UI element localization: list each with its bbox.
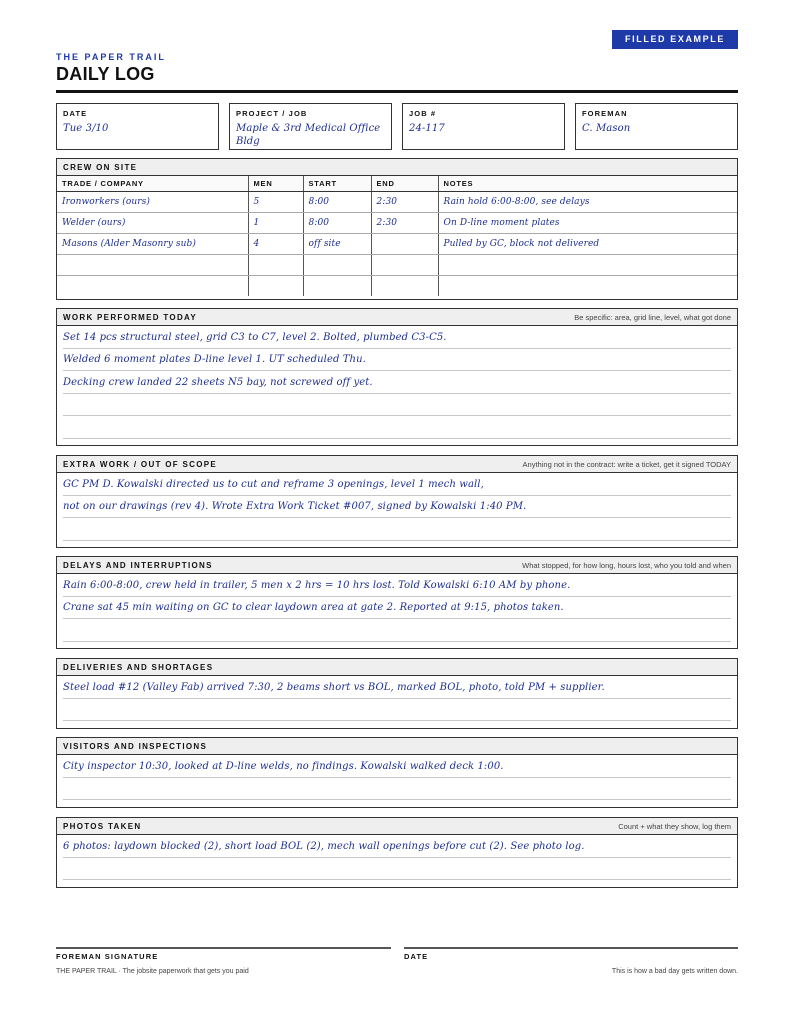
job-number-field[interactable] bbox=[402, 103, 565, 150]
work-section-title: WORK PERFORMED TODAY bbox=[63, 312, 198, 322]
crew-row bbox=[57, 233, 737, 254]
handwritten-entry: GC PM D. Kowalski directed us to cut and reframe 3 openings, level 1 mech wall, bbox=[63, 478, 484, 490]
writing-line[interactable] bbox=[63, 371, 731, 394]
work-section-header bbox=[57, 309, 737, 326]
writing-line[interactable] bbox=[63, 518, 731, 541]
handwritten-entry: Decking crew landed 22 sheets N5 bay, not screwed off yet. bbox=[63, 376, 373, 388]
crew-table bbox=[57, 176, 737, 296]
writing-line[interactable] bbox=[63, 835, 731, 858]
column-header-men: MEN bbox=[248, 176, 303, 191]
column-header-start: START bbox=[303, 176, 371, 191]
crew-cell-notes[interactable]: On D-line moment plates bbox=[438, 212, 737, 233]
crew-cell-start[interactable] bbox=[303, 275, 371, 296]
crew-cell-men[interactable]: 4 bbox=[248, 233, 303, 254]
handwritten-entry: not on our drawings (rev 4). Wrote Extra Work Ticket #007, signed by Kowalski 1:40 PM. bbox=[63, 501, 527, 512]
brand-name: THE PAPER TRAIL bbox=[56, 52, 166, 62]
extra-work-section bbox=[56, 455, 738, 548]
extra-work-section-header bbox=[57, 456, 737, 473]
column-header-trade: TRADE / COMPANY bbox=[57, 176, 248, 191]
crew-cell-end[interactable] bbox=[371, 233, 438, 254]
writing-line[interactable] bbox=[63, 394, 731, 417]
crew-cell-start[interactable]: 8:00 bbox=[303, 191, 371, 212]
deliveries-section-title: DELIVERIES AND SHORTAGES bbox=[63, 662, 214, 672]
writing-line[interactable] bbox=[63, 473, 731, 496]
work-section-hint: Be specific: area, grid line, level, what got done bbox=[574, 312, 731, 322]
delays-section bbox=[56, 556, 738, 649]
handwritten-entry: Welded 6 moment plates D-line level 1. UT scheduled Thu. bbox=[63, 354, 366, 365]
crew-row bbox=[57, 275, 737, 296]
handwritten-entry: Rain 6:00-8:00, crew held in trailer, 5 men x 2 hrs = 10 hrs lost. Told Kowalski 6:10 AM by phone. bbox=[63, 579, 571, 591]
job-number-value: 24-117 bbox=[409, 123, 445, 134]
crew-cell-notes[interactable] bbox=[438, 254, 737, 275]
crew-cell-end[interactable] bbox=[371, 275, 438, 296]
writing-line[interactable] bbox=[63, 496, 731, 519]
extra-work-lines bbox=[57, 473, 737, 541]
signature-date-line[interactable] bbox=[404, 947, 738, 949]
deliveries-lines bbox=[57, 676, 737, 721]
writing-line[interactable] bbox=[63, 858, 731, 881]
crew-cell-men[interactable]: 1 bbox=[248, 212, 303, 233]
writing-line[interactable] bbox=[63, 416, 731, 439]
photos-section-header bbox=[57, 818, 737, 835]
page-title: DAILY LOG bbox=[56, 64, 155, 84]
foreman-field[interactable] bbox=[575, 103, 738, 150]
writing-line[interactable] bbox=[63, 619, 731, 642]
deliveries-section bbox=[56, 658, 738, 729]
crew-cell-men[interactable] bbox=[248, 254, 303, 275]
crew-cell-trade[interactable]: Masons (Alder Masonry sub) bbox=[57, 233, 248, 254]
foreman-signature-label: FOREMAN SIGNATURE bbox=[56, 952, 159, 961]
writing-line[interactable] bbox=[63, 574, 731, 597]
signature-date-label: DATE bbox=[404, 952, 429, 961]
footer-right: This is how a bad day gets written down. bbox=[611, 968, 738, 975]
foreman-label: FOREMAN bbox=[582, 109, 628, 118]
crew-cell-end[interactable]: 2:30 bbox=[371, 212, 438, 233]
delays-lines bbox=[57, 574, 737, 642]
date-field[interactable] bbox=[56, 103, 219, 150]
writing-line[interactable] bbox=[63, 755, 731, 778]
photos-lines bbox=[57, 835, 737, 880]
crew-cell-notes[interactable]: Pulled by GC, block not delivered bbox=[438, 233, 737, 254]
photos-section-title: PHOTOS TAKEN bbox=[63, 821, 142, 831]
writing-line[interactable] bbox=[63, 349, 731, 372]
column-header-end: END bbox=[371, 176, 438, 191]
column-header-notes: NOTES bbox=[438, 176, 737, 191]
delays-section-hint: What stopped, for how long, hours lost, who you told and when bbox=[522, 560, 731, 570]
crew-cell-trade[interactable]: Ironworkers (ours) bbox=[57, 191, 248, 212]
crew-table-header-row bbox=[57, 176, 737, 191]
crew-cell-start[interactable]: off site bbox=[303, 233, 371, 254]
project-label: PROJECT / JOB bbox=[236, 109, 308, 118]
crew-section-header bbox=[57, 159, 737, 176]
visitors-section bbox=[56, 737, 738, 808]
crew-cell-men[interactable] bbox=[248, 275, 303, 296]
project-field[interactable] bbox=[229, 103, 392, 150]
crew-cell-end[interactable]: 2:30 bbox=[371, 191, 438, 212]
crew-cell-men[interactable]: 5 bbox=[248, 191, 303, 212]
handwritten-entry: Steel load #12 (Valley Fab) arrived 7:30, 2 beams short vs BOL, marked BOL, photo, told PM + supplier. bbox=[63, 681, 605, 693]
work-section bbox=[56, 308, 738, 446]
job-number-label: JOB # bbox=[409, 109, 437, 118]
crew-cell-notes[interactable]: Rain hold 6:00-8:00, see delays bbox=[438, 191, 737, 212]
delays-section-header bbox=[57, 557, 737, 574]
visitors-section-title: VISITORS AND INSPECTIONS bbox=[63, 741, 208, 751]
foreman-signature-line[interactable] bbox=[56, 947, 391, 949]
crew-cell-start[interactable]: 8:00 bbox=[303, 212, 371, 233]
crew-cell-trade[interactable]: Welder (ours) bbox=[57, 212, 248, 233]
extra-work-section-title: EXTRA WORK / OUT OF SCOPE bbox=[63, 459, 217, 469]
crew-cell-trade[interactable] bbox=[57, 275, 248, 296]
crew-cell-notes[interactable] bbox=[438, 275, 737, 296]
filled-example-badge: FILLED EXAMPLE bbox=[612, 30, 738, 49]
date-value: Tue 3/10 bbox=[63, 123, 109, 134]
delays-section-title: DELAYS AND INTERRUPTIONS bbox=[63, 560, 213, 570]
writing-line[interactable] bbox=[63, 597, 731, 620]
visitors-lines bbox=[57, 755, 737, 800]
crew-cell-trade[interactable] bbox=[57, 254, 248, 275]
writing-line[interactable] bbox=[63, 778, 731, 801]
crew-row bbox=[57, 212, 737, 233]
writing-line[interactable] bbox=[63, 699, 731, 722]
work-lines bbox=[57, 326, 737, 439]
handwritten-entry: Set 14 pcs structural steel, grid C3 to C7, level 2. Bolted, plumbed C3-C5. bbox=[63, 331, 447, 343]
footer-left: THE PAPER TRAIL · The jobsite paperwork that gets you paid bbox=[56, 968, 249, 975]
project-value: Maple & 3rd Medical Office Bldg bbox=[236, 123, 381, 147]
visitors-section-header bbox=[57, 738, 737, 755]
crew-section-title: CREW ON SITE bbox=[63, 162, 138, 172]
photos-section-hint: Count + what they show, log them bbox=[618, 821, 731, 831]
crew-section bbox=[56, 158, 738, 300]
foreman-value: C. Mason bbox=[582, 123, 631, 134]
crew-cell-start[interactable] bbox=[303, 254, 371, 275]
writing-line[interactable] bbox=[63, 676, 731, 699]
extra-work-section-hint: Anything not in the contract: write a ticket, get it signed TODAY bbox=[522, 459, 731, 469]
writing-line[interactable] bbox=[63, 326, 731, 349]
crew-cell-end[interactable] bbox=[371, 254, 438, 275]
photos-section bbox=[56, 817, 738, 888]
crew-row bbox=[57, 191, 737, 212]
handwritten-entry: 6 photos: laydown blocked (2), short load BOL (2), mech wall openings before cut (2). See photo log. bbox=[63, 840, 585, 852]
handwritten-entry: City inspector 10:30, looked at D-line welds, no findings. Kowalski walked deck 1:00. bbox=[63, 760, 504, 772]
crew-row bbox=[57, 254, 737, 275]
date-label: DATE bbox=[63, 109, 88, 118]
handwritten-entry: Crane sat 45 min waiting on GC to clear laydown area at gate 2. Reported at 9:15, photos taken. bbox=[63, 602, 564, 613]
deliveries-section-header bbox=[57, 659, 737, 676]
title-rule bbox=[56, 90, 738, 93]
